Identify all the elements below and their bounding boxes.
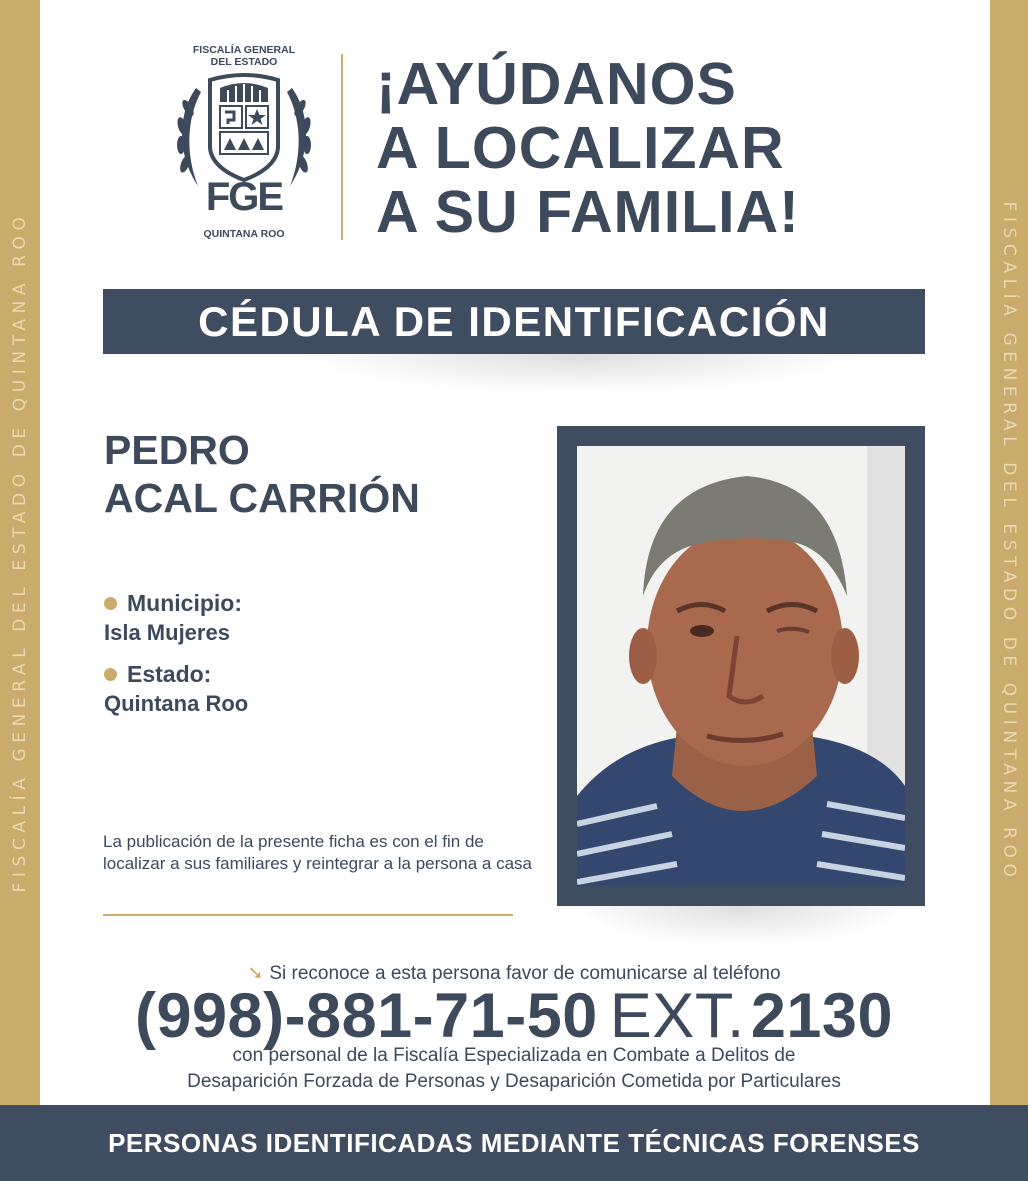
estado-value: Quintana Roo [104,691,249,716]
note-underline [103,914,513,916]
banner-shadow [300,354,860,394]
headline [376,52,800,244]
header-divider [341,54,343,240]
coat-of-arms-icon [168,68,320,218]
logo-acronym: FGE [205,175,283,218]
contact-details-line2: Desaparición Forzada de Personas y Desaparición Cometida por Particulares [187,1071,841,1092]
photo-shadow [570,906,910,946]
contact-intro-text: Si reconoce a esta persona favor de comunicarse al teléfono [269,963,781,984]
bullet-icon [104,668,117,681]
logo-bottom-text: QUINTANA ROO [203,228,285,240]
photo-frame [557,426,925,906]
headline-line2: A LOCALIZAR [376,115,785,181]
municipio-label: Municipio: [127,590,242,616]
ext-number: 2130 [750,981,893,1051]
person-name [104,426,420,522]
estado-label: Estado: [127,661,212,687]
right-side-text: FISCALÍA GENERAL DEL ESTADO DE QUINTANA ROO [999,201,1019,883]
left-side-text: FISCALÍA GENERAL DEL ESTADO DE QUINTANA ROO [10,211,30,893]
headline-line1: ¡AYÚDANOS [376,51,737,117]
municipio-value: Isla Mujeres [104,620,230,645]
ext-label: EXT. [609,981,745,1051]
contact-details [0,1043,1028,1095]
arrow-down-right-icon: ➘ [247,963,264,984]
person-name-line2: ACAL CARRIÓN [104,475,420,521]
id-banner: CÉDULA DE IDENTIFICACIÓN [103,289,925,354]
fge-logo [168,44,320,244]
footer-banner: PERSONAS IDENTIFICADAS MEDIANTE TÉCNICAS FORENSES [0,1105,1028,1181]
person-photo [577,446,905,886]
contact-details-line1: con personal de la Fiscalía Especializada en Combate a Delitos de [232,1045,796,1066]
headline-line3: A SU FAMILIA! [376,179,800,245]
municipio-field [104,590,242,646]
bullet-icon [104,597,117,610]
estado-field [104,661,248,717]
contact-phone [0,980,1028,1052]
person-name-line1: PEDRO [104,427,250,473]
person-portrait-icon [577,446,905,886]
phone-number: (998)-881-71-50 [135,981,598,1051]
logo-top-line2: DEL ESTADO [210,56,278,68]
logo-top-line1: FISCALÍA GENERAL [192,44,296,56]
publication-note: La publicación de la presente ficha es con el fin de localizar a sus familiares y reintegrar a la persona a casa [103,832,532,873]
